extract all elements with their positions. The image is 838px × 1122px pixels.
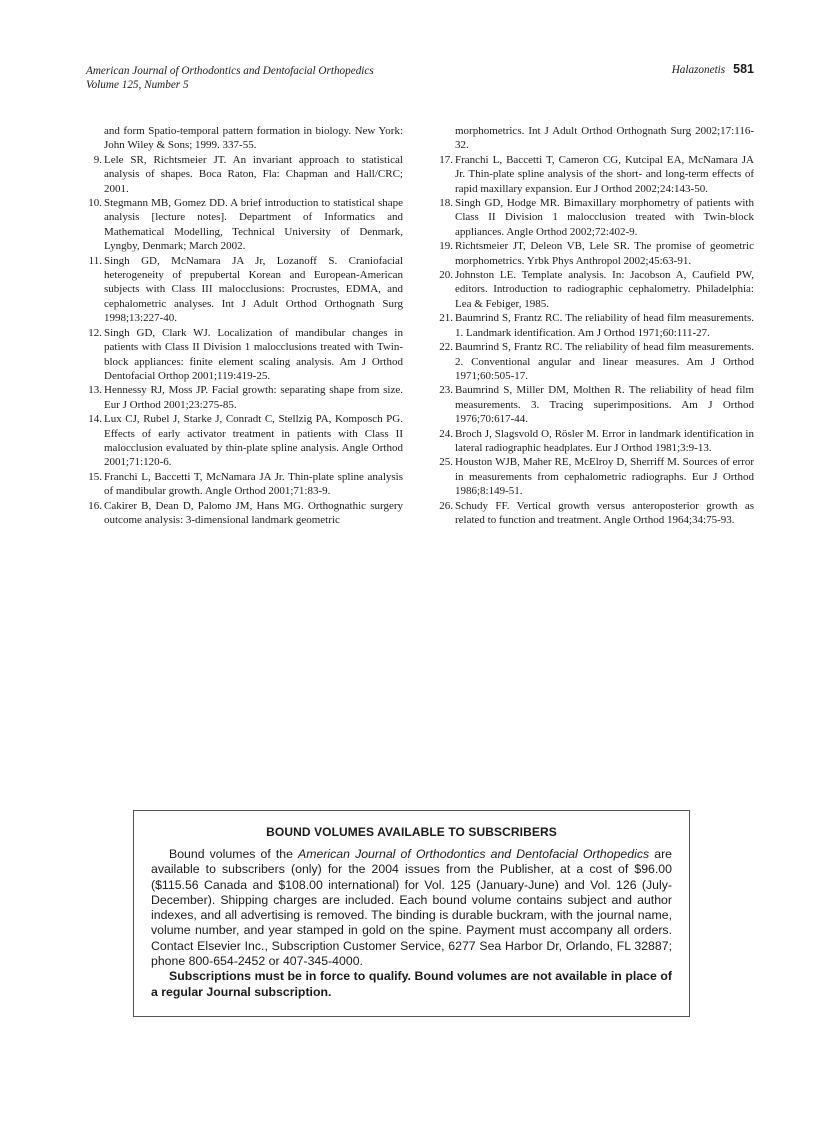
reference-item: 12. Singh GD, Clark WJ. Localization of mandibular changes in patients with Class II Division 1 malocclusions treated with Twin-block appliances: finite element scaling analysis. Am J Orthod Dentofacial Orthop 2001;119:419-25. <box>88 326 403 382</box>
references-column-left <box>88 124 403 527</box>
references-column-right <box>439 124 754 527</box>
reference-item: 21. Baumrind S, Frantz RC. The reliability of head film measurements. 1. Landmark identification. Am J Orthod 1971;60:111-27. <box>439 312 754 339</box>
running-header-journal <box>86 64 374 92</box>
running-header-page <box>672 62 754 77</box>
page-number: 581 <box>733 62 754 76</box>
reference-item: 15. Franchi L, Baccetti T, McNamara JA Jr. Thin-plate spline analysis of mandibular growth. Angle Orthod 2001;71:83-9. <box>88 470 403 498</box>
reference-item: 11. Singh GD, McNamara JA Jr, Lozanoff S. Craniofacial heterogeneity of prepubertal Korean and European-American subjects with Class III malocclusions: Procrustes, EDMA, and cephalometric analyses. Int J Adult Orthod Orthognath Surg 1998;13:227-40. <box>88 254 403 325</box>
reference-item: 10. Stegmann MB, Gomez DD. A brief introduction to statistical shape analysis [lecture notes]. Department of Informatics and Mathematical Modelling, Technical University of Denmark, Lyngby, Denmark; March 2002. <box>88 197 403 253</box>
reference-item: 13. Hennessy RJ, Moss JP. Facial growth: separating shape from size. Eur J Orthod 2001;23:275-85. <box>88 384 403 411</box>
reference-item: 9. Lele SR, Richtsmeier JT. An invariant approach to statistical analysis of shapes. Boca Raton, Fla: Chapman and Hall/CRC; 2001. <box>93 153 403 195</box>
volume-number: Volume 125, Number 5 <box>86 79 189 91</box>
reference-item: 25. Houston WJB, Maher RE, McElroy D, Sherriff M. Sources of error in measurements from cephalometric radiographs. Eur J Orthod 1986;8:149-51. <box>439 456 754 498</box>
notice-title: BOUND VOLUMES AVAILABLE TO SUBSCRIBERS <box>266 825 557 839</box>
reference-item: 23. Baumrind S, Miller DM, Molthen R. The reliability of head film measurements. 3. Tracing superimpositions. Am J Orthod 1976;70:617-44. <box>439 384 754 426</box>
notice-emphasis: Subscriptions must be in force to qualify. Bound volumes are not available in place of a regular Journal subscription. <box>151 969 672 999</box>
reference-item: 16. Cakirer B, Dean D, Palomo JM, Hans MG. Orthognathic surgery outcome analysis: 3-dimensional landmark geometric <box>88 499 403 526</box>
journal-name: American Journal of Orthodontics and Dentofacial Orthopedics <box>298 847 650 861</box>
reference-item: 20. Johnston LE. Template analysis. In: Jacobson A, Caufield PW, editors. Introduction to radiographic cephalometry. Philadelphia: Lea & Febiger, 1985. <box>439 269 754 310</box>
reference-item: 19. Richtsmeier JT, Deleon VB, Lele SR. The promise of geometric morphometrics. Yrbk Phys Anthropol 2002;45:63-91. <box>439 240 754 267</box>
reference-item: 14. Lux CJ, Rubel J, Starke J, Conradt C, Stellzig PA, Komposch PG. Effects of early activator treatment in patients with Class II malocclusion evaluated by thin-plate spline analysis. Angle Orthod 2001;71:120-6. <box>88 413 403 469</box>
reference-item: and form Spatio-temporal pattern formation in biology. New York: John Wiley & Sons; 1999. 337-55. <box>104 125 403 152</box>
bound-volumes-notice <box>133 810 690 1017</box>
reference-item: 22. Baumrind S, Frantz RC. The reliability of head film measurements. 2. Conventional angular and linear measures. Am J Orthod 1971;60:505-17. <box>439 341 754 382</box>
notice-paragraph: Bound volumes of the American Journal of Orthodontics and Dentofacial Orthopedics are available to subscribers (only) for the 2004 issues from the Publisher, at a cost of $96.00 ($115.56 Canada and $108.00 international) for Vol. 125 (January-June) and Vol. 126 (July-December). Shipping charges are included. Each bound volume contains subject and author indexes, and all advertising is removed. The binding is durable buckram, with the journal name, volume number, and year stamped in gold on the spine. Payment must accompany all orders. Contact Elsevier Inc., Subscription Customer Service, 6277 Sea Harbor Dr, Orlando, FL 32887; phone 800-654-2452 or 407-345-4000. <box>151 847 672 969</box>
reference-item: 26. Schudy FF. Vertical growth versus anteroposterior growth as related to function and treatment. Angle Orthod 1964;34:75-93. <box>439 499 754 526</box>
notice-body <box>151 847 672 1000</box>
journal-title: American Journal of Orthodontics and Dentofacial Orthopedics <box>86 65 374 77</box>
reference-item: 24. Broch J, Slagsvold O, Rösler M. Error in landmark identification in lateral radiographic headplates. Eur J Orthod 1981;3:9-13. <box>439 427 754 454</box>
running-author: Halazonetis <box>671 64 726 76</box>
reference-item: 17. Franchi L, Baccetti T, Cameron CG, Kutcipal EA, McNamara JA Jr. Thin-plate spline analysis of the short- and long-term effects of rapid maxillary expansion. Eur J Orthod 2002;24:143-50. <box>439 153 754 195</box>
reference-item: morphometrics. Int J Adult Orthod Orthognath Surg 2002;17:116-32. <box>455 125 754 152</box>
reference-item: 18. Singh GD, Hodge MR. Bimaxillary morphometry of patients with Class II Division 1 malocclusion treated with Twin-block appliances. Angle Orthod 2002;72:402-9. <box>439 197 754 238</box>
